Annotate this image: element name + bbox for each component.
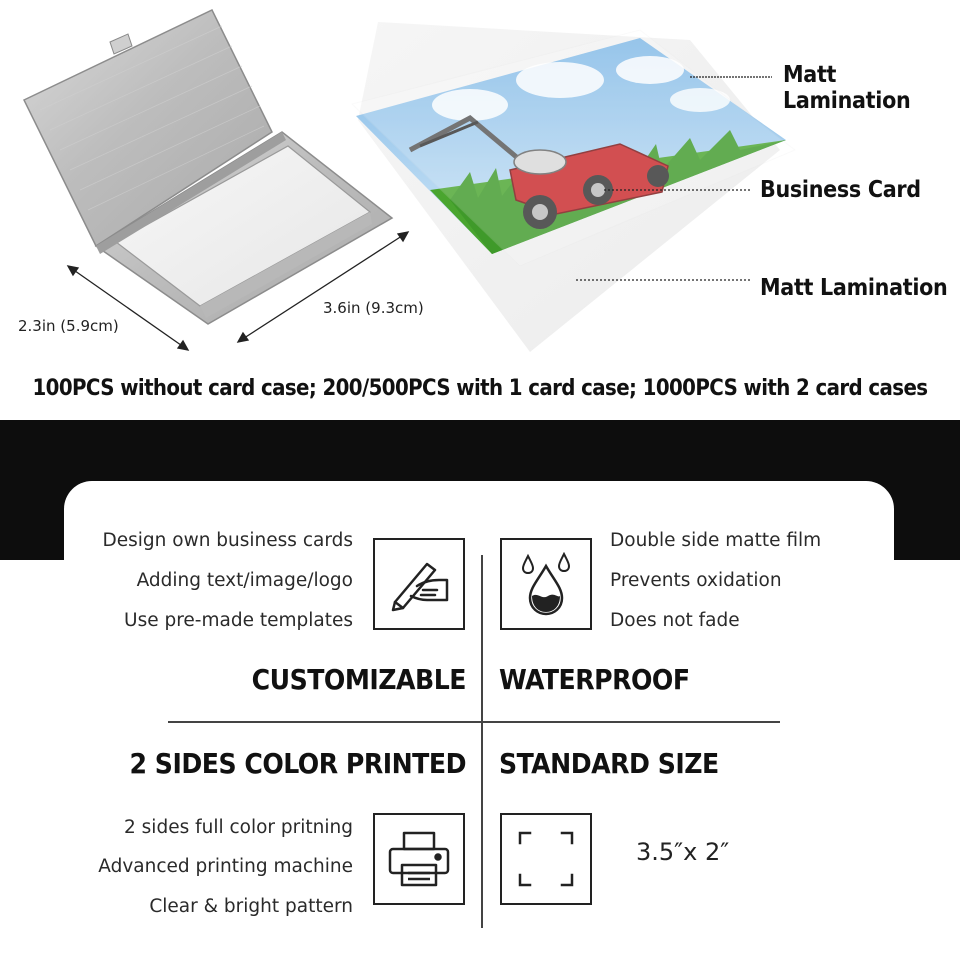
waterproof-line-2: Prevents oxidation <box>610 570 782 591</box>
customizable-icon-box <box>373 538 465 630</box>
color-printed-line-3: Clear & bright pattern <box>149 896 353 917</box>
color-printed-line-2: Advanced printing machine <box>98 856 353 877</box>
color-printed-title: 2 SIDES COLOR PRINTED <box>129 747 466 780</box>
package-caption: 100PCS without card case; 200/500PCS with 1 card case; 1000PCS with 2 card cases <box>32 376 928 401</box>
color-printed-line-1: 2 sides full color pritning <box>124 817 353 838</box>
color-printed-icon-box <box>373 813 465 905</box>
width-dimension-label: 2.3in (5.9cm) <box>18 317 119 335</box>
waterproof-title: WATERPROOF <box>499 663 690 696</box>
standard-size-title: STANDARD SIZE <box>499 747 719 780</box>
waterproof-icon-box <box>500 538 592 630</box>
standard-size-icon-box <box>500 813 592 905</box>
top-lamination-label: Matt Lamination <box>783 62 911 114</box>
length-dimension-label: 3.6in (9.3cm) <box>323 299 424 317</box>
customizable-title: CUSTOMIZABLE <box>251 663 466 696</box>
vertical-divider <box>481 555 483 928</box>
waterproof-line-3: Does not fade <box>610 610 740 631</box>
water-drop-icon <box>516 552 576 616</box>
business-card-label: Business Card <box>760 177 921 203</box>
customizable-line-2: Adding text/image/logo <box>136 570 353 591</box>
horizontal-divider <box>168 721 780 723</box>
waterproof-line-1: Double side matte film <box>610 530 822 551</box>
card-case-image <box>24 10 392 324</box>
customizable-line-3: Use pre-made templates <box>124 610 353 631</box>
customizable-line-1: Design own business cards <box>102 530 353 551</box>
printer-icon <box>386 829 452 889</box>
bottom-lamination-label: Matt Lamination <box>760 275 948 301</box>
card-size-value: 3.5″x 2″ <box>636 838 730 866</box>
product-hero <box>0 0 960 420</box>
pen-hand-icon <box>387 556 451 612</box>
frame-corners-icon <box>516 829 576 889</box>
